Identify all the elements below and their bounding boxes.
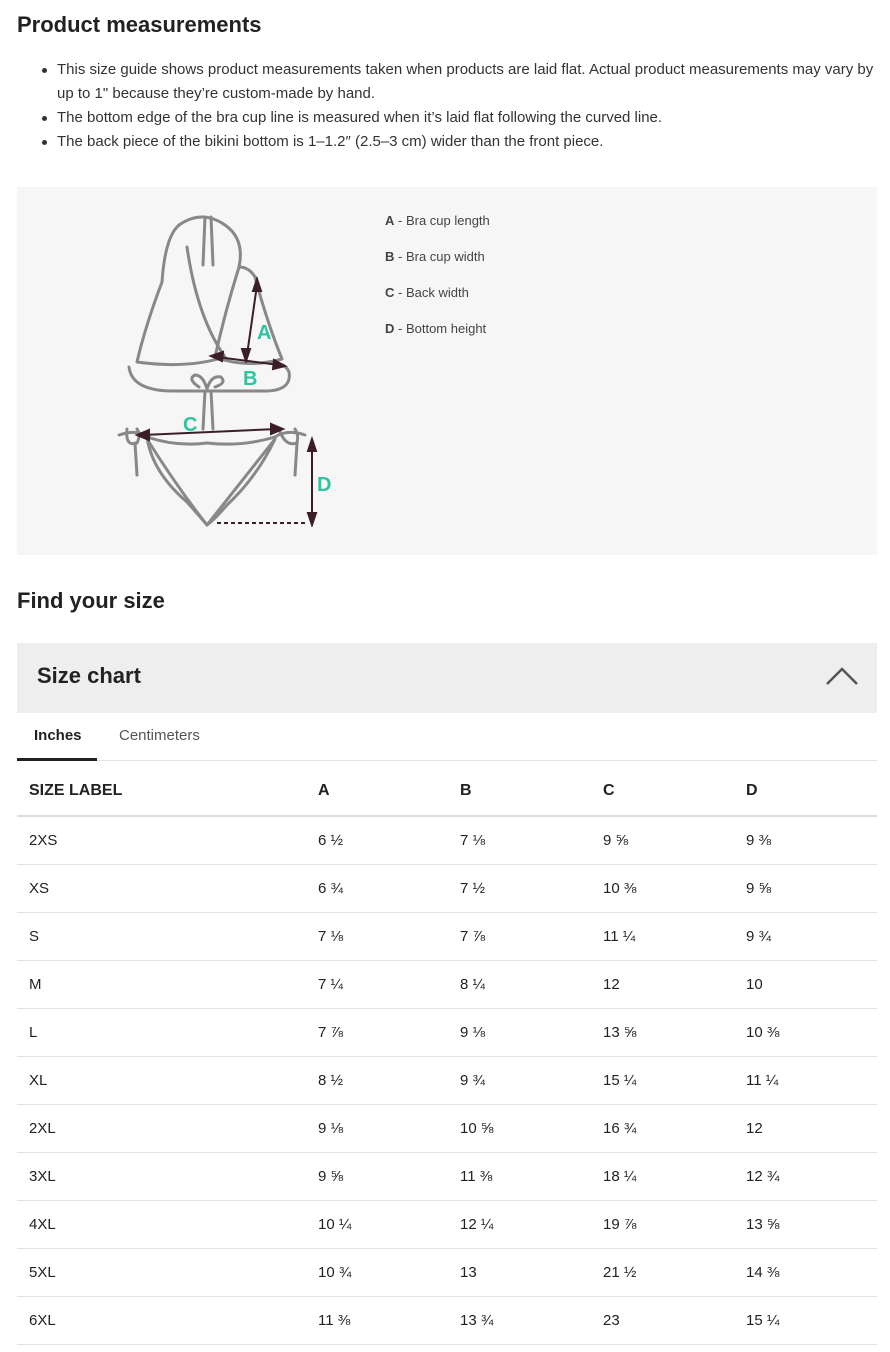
tab-centimeters[interactable]: Centimeters [119, 727, 200, 744]
measurement-cell: 7 ⅛ [448, 816, 591, 864]
measurement-cell: 10 [734, 960, 877, 1008]
measurement-cell: 7 ¼ [306, 960, 448, 1008]
table-row [17, 816, 877, 864]
size-chart-table [17, 767, 877, 1345]
measurement-cell: 15 ¼ [734, 1296, 877, 1344]
measurement-cell: 12 [734, 1104, 877, 1152]
letter-b: B [243, 368, 258, 390]
measurement-cell: 9 ⅝ [306, 1152, 448, 1200]
size-chart-title: Size chart [37, 663, 141, 688]
table-row [17, 1008, 877, 1056]
size-label-cell: 6XL [17, 1296, 306, 1344]
measurement-cell: 9 ⅝ [734, 864, 877, 912]
measurement-cell: 23 [591, 1296, 734, 1344]
measurement-cell: 9 ¾ [734, 912, 877, 960]
measurement-cell: 9 ⅛ [448, 1008, 591, 1056]
measurement-cell: 10 ⅜ [591, 864, 734, 912]
header-size-label: SIZE LABEL [17, 767, 306, 816]
measurement-cell: 16 ¾ [591, 1104, 734, 1152]
measurement-diagram-panel [17, 187, 877, 555]
size-label-cell: XS [17, 864, 306, 912]
measurement-cell: 13 ¾ [448, 1296, 591, 1344]
measurement-cell: 13 ⅝ [734, 1200, 877, 1248]
measurement-cell: 7 ½ [448, 864, 591, 912]
size-label-cell: 3XL [17, 1152, 306, 1200]
measurement-cell: 21 ½ [591, 1248, 734, 1296]
measurement-cell: 19 ⅞ [591, 1200, 734, 1248]
measurement-note: The bottom edge of the bra cup line is measured when it’s laid flat following the curved line. [57, 106, 877, 130]
table-row [17, 1248, 877, 1296]
table-row [17, 1200, 877, 1248]
measurement-cell: 13 ⅝ [591, 1008, 734, 1056]
legend-item-c: C - Back width [385, 285, 469, 300]
measurement-cell: 10 ¾ [306, 1248, 448, 1296]
size-label-cell: M [17, 960, 306, 1008]
size-label-cell: 2XS [17, 816, 306, 864]
table-row [17, 864, 877, 912]
product-measurements-heading: Product measurements [17, 12, 262, 37]
unit-tabs [17, 713, 877, 761]
measurement-cell: 11 ⅜ [448, 1152, 591, 1200]
measurement-legend [385, 211, 490, 355]
measurement-cell: 12 [591, 960, 734, 1008]
measurement-notes-list [57, 58, 877, 154]
table-row [17, 912, 877, 960]
measurement-cell: 10 ⅜ [734, 1008, 877, 1056]
measurement-cell: 13 [448, 1248, 591, 1296]
size-chart-body [17, 816, 877, 1344]
size-label-cell: 5XL [17, 1248, 306, 1296]
measurement-cell: 6 ¾ [306, 864, 448, 912]
size-label-cell: L [17, 1008, 306, 1056]
table-row [17, 1056, 877, 1104]
header-c: C [591, 767, 734, 816]
chevron-up-icon[interactable] [825, 665, 859, 687]
measurement-cell: 11 ¼ [591, 912, 734, 960]
letter-c: C [183, 414, 198, 436]
measurement-cell: 10 ⅝ [448, 1104, 591, 1152]
measurement-cell: 9 ⅜ [734, 816, 877, 864]
bikini-diagram [107, 207, 347, 527]
table-row [17, 1152, 877, 1200]
measurement-cell: 7 ⅞ [306, 1008, 448, 1056]
measurement-cell: 15 ¼ [591, 1056, 734, 1104]
measurement-cell: 9 ¾ [448, 1056, 591, 1104]
size-label-cell: XL [17, 1056, 306, 1104]
header-a: A [306, 767, 448, 816]
measurement-cell: 14 ⅜ [734, 1248, 877, 1296]
measurement-cell: 9 ⅛ [306, 1104, 448, 1152]
measurement-cell: 8 ½ [306, 1056, 448, 1104]
legend-item-b: B - Bra cup width [385, 249, 485, 264]
find-your-size-heading: Find your size [17, 588, 165, 613]
measurement-cell: 11 ⅜ [306, 1296, 448, 1344]
measurement-cell: 12 ¼ [448, 1200, 591, 1248]
measurement-cell: 18 ¼ [591, 1152, 734, 1200]
legend-item-d: D - Bottom height [385, 321, 487, 336]
header-b: B [448, 767, 591, 816]
active-tab-indicator [17, 758, 97, 761]
measurement-cell: 7 ⅞ [448, 912, 591, 960]
measurement-cell: 10 ¼ [306, 1200, 448, 1248]
size-label-cell: S [17, 912, 306, 960]
measurement-cell: 8 ¼ [448, 960, 591, 1008]
measurement-cell: 9 ⅝ [591, 816, 734, 864]
table-row [17, 1104, 877, 1152]
measurement-cell: 6 ½ [306, 816, 448, 864]
measurement-cell: 11 ¼ [734, 1056, 877, 1104]
legend-item-a: A - Bra cup length [385, 213, 490, 228]
size-label-cell: 4XL [17, 1200, 306, 1248]
table-header-row [17, 767, 877, 816]
measurement-note: The back piece of the bikini bottom is 1–1.2″ (2.5–3 cm) wider than the front piece. [57, 130, 877, 154]
table-row [17, 960, 877, 1008]
letter-d: D [317, 474, 332, 496]
measurement-cell: 12 ¾ [734, 1152, 877, 1200]
table-row [17, 1296, 877, 1344]
size-chart-accordion-header[interactable] [17, 643, 877, 713]
letter-a: A [257, 322, 272, 344]
header-d: D [734, 767, 877, 816]
size-label-cell: 2XL [17, 1104, 306, 1152]
measurement-note: This size guide shows product measurements taken when products are laid flat. Actual product measurements may vary by up to 1" because they’re custom-made by hand. [57, 58, 877, 106]
tab-inches[interactable]: Inches [34, 727, 82, 744]
bikini-outline [119, 217, 305, 525]
measurement-cell: 7 ⅛ [306, 912, 448, 960]
